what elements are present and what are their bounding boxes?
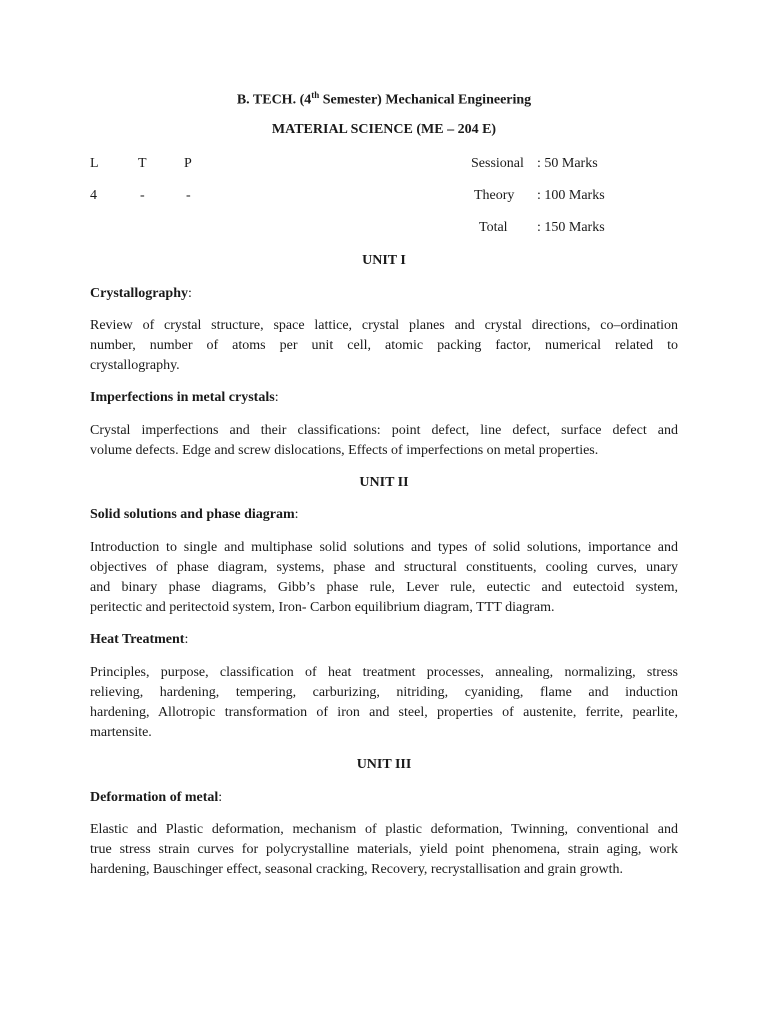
- ltp-header-l: L: [90, 156, 99, 171]
- topic-heading-text: Solid solutions and phase diagram: [90, 507, 295, 522]
- ltp-header-t: T: [138, 156, 147, 171]
- topic-heading-text: Heat Treatment: [90, 632, 185, 647]
- unit-2-title: UNIT II: [359, 475, 409, 490]
- marks-theory-label: Theory: [474, 188, 515, 203]
- topic-body-imperfections: [90, 421, 678, 461]
- text-line: crystallography.: [90, 358, 180, 373]
- unit-3-title: UNIT III: [356, 757, 412, 772]
- topic-body-crystallography: [90, 316, 678, 376]
- topic-heading-text: Deformation of metal: [90, 790, 219, 805]
- title-superscript: th: [311, 90, 320, 100]
- text-line: volume defects. Edge and screw dislocations, Effects of imperfections on metal properties.: [90, 443, 599, 458]
- text-line: hardening, Allotropic transformation of iron and steel, properties of austenite, ferrite, pearlite,: [90, 705, 678, 720]
- text-line: and binary phase diagrams, Gibb’s phase rule, Lever rule, eutectic and eutectoid system,: [90, 580, 678, 595]
- topic-heading-text: Imperfections in metal crystals: [90, 390, 275, 405]
- topic-heading-imperfections: Imperfections in metal crystals:: [90, 390, 279, 405]
- text-line: true stress strain curves for polycrystalline materials, yield point phenomena, strain aging, work: [90, 842, 678, 857]
- text-line: objectives of phase diagram, systems, phase and structural constituents, cooling curves, unary: [90, 560, 678, 575]
- ltp-value-p: -: [186, 188, 191, 203]
- marks-sessional-value: : 50 Marks: [537, 156, 598, 171]
- ltp-header-p: P: [184, 156, 192, 171]
- marks-total-label: Total: [479, 220, 508, 235]
- marks-theory-value: : 100 Marks: [537, 188, 605, 203]
- topic-heading-heat-treatment: Heat Treatment:: [90, 632, 189, 647]
- ltp-value-t: -: [140, 188, 145, 203]
- topic-body-heat-treatment: [90, 663, 678, 743]
- topic-heading-solid-solutions: Solid solutions and phase diagram:: [90, 507, 299, 522]
- topic-body-solid-solutions: [90, 538, 678, 618]
- subject-title: MATERIAL SCIENCE (ME – 204 E): [271, 122, 497, 137]
- marks-total-value: : 150 Marks: [537, 220, 605, 235]
- topic-heading-text: Crystallography: [90, 286, 188, 301]
- topic-heading-crystallography: Crystallography:: [90, 286, 192, 301]
- topic-body-deformation: [90, 820, 678, 880]
- text-line: Elastic and Plastic deformation, mechanism of plastic deformation, Twinning, conventional and: [90, 822, 678, 837]
- title-suffix: Semester) Mechanical Engineering: [319, 92, 532, 108]
- ltp-value-l: 4: [90, 188, 97, 203]
- title-prefix: B. TECH. (4: [236, 92, 312, 108]
- page-title: [0, 90, 768, 109]
- text-line: Introduction to single and multiphase solid solutions and types of solid solutions, importance and: [90, 540, 678, 555]
- topic-heading-deformation: Deformation of metal:: [90, 790, 223, 805]
- text-line: martensite.: [90, 725, 152, 740]
- marks-sessional-label: Sessional: [471, 156, 524, 171]
- text-line: peritectic and peritectoid system, Iron- Carbon equilibrium diagram, TTT diagram.: [90, 600, 555, 615]
- text-line: hardening, Bauschinger effect, seasonal cracking, Recovery, recrystallisation and grain growth.: [90, 862, 623, 877]
- text-line: Review of crystal structure, space lattice, crystal planes and crystal directions, co–ordination: [90, 318, 678, 333]
- unit-1-title: UNIT I: [362, 253, 406, 268]
- text-line: Principles, purpose, classification of heat treatment processes, annealing, normalizing, stress: [90, 665, 678, 680]
- text-line: number, number of atoms per unit cell, atomic packing factor, numerical related to: [90, 338, 678, 353]
- text-line: Crystal imperfections and their classifications: point defect, line defect, surface defect and: [90, 423, 678, 438]
- text-line: relieving, hardening, tempering, carburizing, nitriding, cyaniding, flame and induction: [90, 685, 678, 700]
